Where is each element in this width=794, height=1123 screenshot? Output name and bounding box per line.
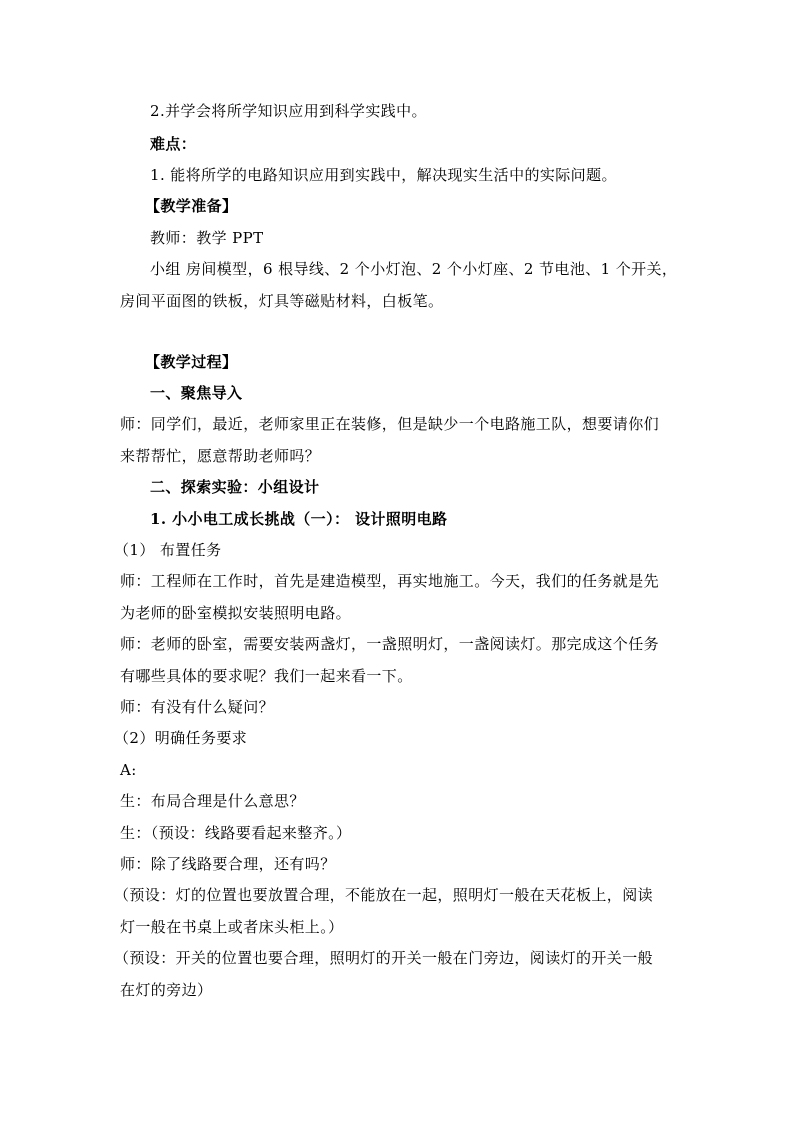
text-line: 教师：教学 PPT xyxy=(150,229,264,247)
text-line: 在灯的旁边） xyxy=(120,981,213,999)
subsection-heading: 1. 小小电工成长挑战（一）： 设计照明电路 xyxy=(150,510,448,528)
text-line: （1） 布置任务 xyxy=(114,541,222,559)
text-line: （预设：开关的位置也要合理，照明灯的开关一般在门旁边，阅读灯的开关一般 xyxy=(114,949,654,967)
heading-difficulty: 难点： xyxy=(150,135,197,153)
text-line: 生：布局合理是什么意思？ xyxy=(120,792,305,810)
text-line: 生：（预设：线路要看起来整齐。） xyxy=(120,824,352,842)
section-heading: 一、聚焦导入 xyxy=(150,384,243,402)
text-line: A: xyxy=(120,761,137,779)
section-heading: 二、探索实验：小组设计 xyxy=(150,478,320,496)
text-line: 师：除了线路要合理，还有吗？ xyxy=(120,855,336,873)
text-line: 来帮帮忙，愿意帮助老师吗？ xyxy=(120,447,321,465)
text-line: 师：同学们，最近，老师家里正在装修，但是缺少一个电路施工队，想要请你们 xyxy=(120,415,660,433)
text-line: 2.并学会将所学知识应用到科学实践中。 xyxy=(150,102,427,120)
text-line: 师：老师的卧室，需要安装两盏灯，一盏照明灯，一盏阅读灯。那完成这个任务 xyxy=(120,635,660,653)
text-line: 灯一般在书桌上或者床头柜上。） xyxy=(120,918,344,936)
text-line: 师：工程师在工作时，首先是建造模型，再实地施工。今天，我们的任务就是先 xyxy=(120,572,660,590)
text-line: 有哪些具体的要求呢？我们一起来看一下。 xyxy=(120,667,413,685)
text-line: （预设：灯的位置也要放置合理，不能放在一起，照明灯一般在天花板上，阅读 xyxy=(114,886,654,904)
text-line: （2）明确任务要求 xyxy=(114,729,248,747)
text-line: 小组 房间模型，6 根导线、2 个小灯泡、2 个小灯座、2 节电池、1 个开关， xyxy=(150,260,678,278)
text-line: 房间平面图的铁板，灯具等磁贴材料，白板笔。 xyxy=(120,292,444,310)
heading-process: 【教学过程】 xyxy=(145,353,238,371)
text-line: 师：有没有什么疑问？ xyxy=(120,698,275,716)
text-line: 为老师的卧室模拟安装照明电路。 xyxy=(120,604,352,622)
heading-preparation: 【教学准备】 xyxy=(145,197,238,215)
text-line: 1. 能将所学的电路知识应用到实践中，解决现实生活中的实际问题。 xyxy=(150,166,617,184)
